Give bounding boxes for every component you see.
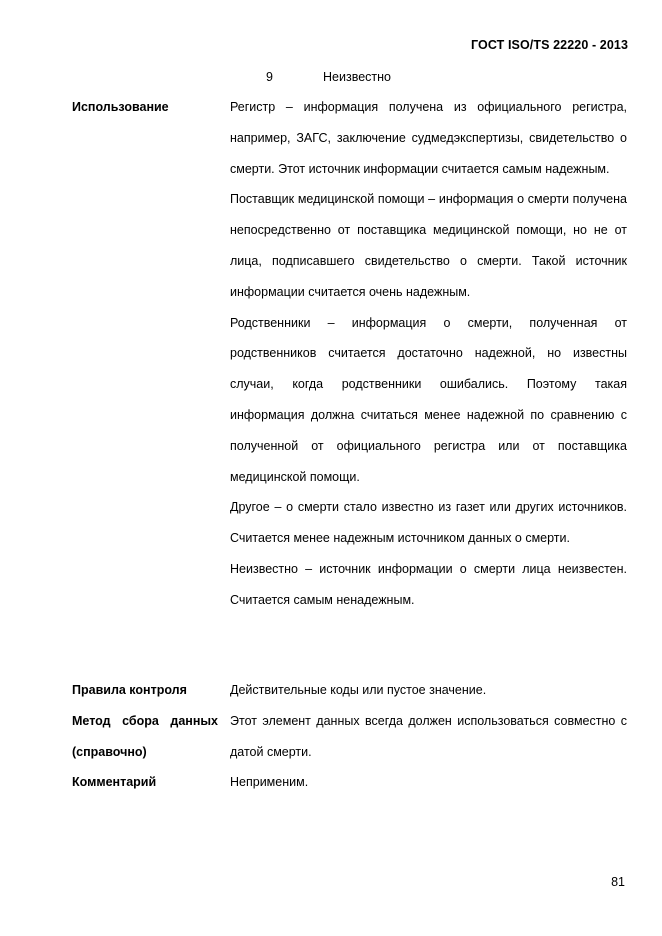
document-code-header: ГОСТ ISO/TS 22220 - 2013 bbox=[471, 38, 628, 52]
usage-label: Использование bbox=[72, 100, 169, 114]
validation-rules-label: Правила контроля bbox=[72, 683, 187, 697]
usage-paragraph-other: Другое – о смерти стало известно из газет или других источников. Считается менее надежным источником данных о смерти. bbox=[230, 500, 627, 546]
usage-paragraph-relatives: Родственники – информация о смерти, полученная от родственников считается достаточно надежной, но известны случаи, когда родственники ошибались. Поэтому такая информация должна считаться менее надежной по сравнению с полученной от официального регистра или от поставщика медицинской помощи. bbox=[230, 315, 627, 484]
usage-content bbox=[230, 92, 627, 616]
comment-label: Комментарий bbox=[72, 775, 157, 789]
validation-rules-content bbox=[230, 675, 627, 706]
usage-paragraph-register: Регистр – информация получена из официального регистра, например, ЗАГС, заключение судмедэкспертизы, свидетельство о смерти. Этот источник информации считается самым надежным. bbox=[230, 100, 627, 176]
usage-paragraph-provider: Поставщик медицинской помощи – информация о смерти получена непосредственно от поставщика медицинской помощи, но не от лица, подписавшего свидетельство о смерти. Такой источник информации считается очень надежным. bbox=[230, 192, 627, 299]
page-number: 81 bbox=[611, 875, 625, 889]
collection-method-label-line2: (справочно) bbox=[72, 744, 147, 759]
code-number: 9 bbox=[266, 70, 273, 84]
validation-rules-text: Действительные коды или пустое значение. bbox=[230, 683, 487, 697]
comment-text: Неприменим. bbox=[230, 775, 309, 789]
comment-content bbox=[230, 767, 627, 798]
collection-method-text: Этот элемент данных всегда должен использоваться совместно с датой смерти. bbox=[230, 714, 627, 759]
code-label: Неизвестно bbox=[323, 70, 391, 84]
collection-method-content bbox=[230, 706, 627, 768]
collection-method-label-line1: Метод сбора данных bbox=[72, 714, 218, 728]
usage-paragraph-unknown: Неизвестно – источник информации о смерти лица неизвестен. Считается самым ненадежным. bbox=[230, 561, 627, 607]
